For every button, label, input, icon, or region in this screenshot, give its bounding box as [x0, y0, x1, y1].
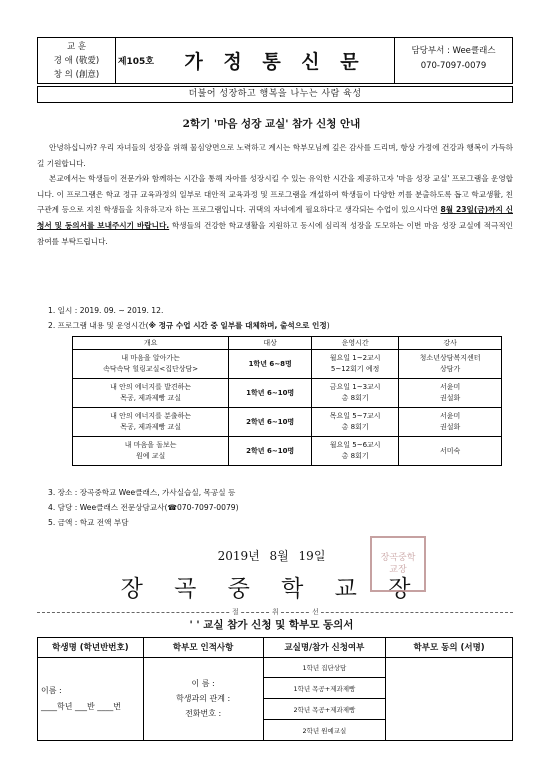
issue-date: 2019년 8월 19일 [217, 549, 326, 563]
student-name-label: 이름 : [41, 685, 62, 695]
table-row [73, 350, 502, 379]
letter-body [37, 140, 513, 249]
department-info [394, 38, 512, 83]
department-phone: 070-7097-0079 [420, 61, 487, 71]
department-name: 담당부서 : Wee클래스 [411, 46, 496, 56]
attendance-note: ※ 정규 수업 시간 중 일부를 대체하며, 출석으로 인정 [148, 321, 327, 330]
time-cell: 금요일 1~3교시 총 8회기 [312, 379, 399, 408]
parent-phone-label: 전화번호 : [185, 709, 222, 719]
overview-cell: 내 안의 에너지를 발견하는 목공, 제과제빵 교실 [73, 379, 229, 408]
column-header: 대상 [229, 337, 312, 350]
overview-cell: 내 마음을 알아가는 속닥속닥 힐링교실<집단상담> [73, 350, 229, 379]
deadline-highlight: 8월 23일(금)까지 신청서 및 동의서를 보내주시기 바랍니다. [37, 205, 513, 230]
column-header: 운영시간 [312, 337, 399, 350]
info-items-continued [48, 485, 518, 530]
student-class-label: ____학년 ___반 ____번 [41, 701, 121, 711]
parent-signature-field[interactable] [386, 657, 513, 740]
table-row [73, 437, 502, 466]
motto-line: 창 의 (創意) [53, 70, 100, 80]
item-contact: 4. 담당 : Wee클래스 전문상담교사(☎070-7097-0079) [48, 503, 239, 512]
teacher-cell: 서미숙 [399, 437, 502, 466]
target-cell: 2학년 6~10명 [229, 437, 312, 466]
parent-info-field[interactable] [143, 657, 263, 740]
cut-line-label: 절 [232, 608, 239, 616]
motto-line: 교 훈 [66, 42, 87, 52]
time-cell: 월요일 5~6교시 총 8회기 [312, 437, 399, 466]
table-row [73, 408, 502, 437]
greeting-paragraph: 안녕하십니까? 우리 자녀들의 성장을 위해 물심양면으로 노력하고 계시는 학부모님께 깊은 감사를 드리며, 항상 가정에 건강과 행복이 가득하길 기원합니다. [37, 143, 513, 168]
info-items [48, 303, 518, 333]
official-seal: 장곡중학교장 [370, 536, 426, 592]
class-option[interactable]: 2학년 목공+제과제빵 [263, 699, 386, 720]
document-title: 2학기 '마음 성장 교실' 참가 신청 안내 [182, 118, 361, 130]
table-row [73, 379, 502, 408]
target-cell: 1학년 6~10명 [229, 379, 312, 408]
parent-relation-label: 학생과의 관계 : [176, 694, 231, 704]
cut-line [37, 608, 513, 616]
student-info-field[interactable] [38, 657, 144, 740]
item-period: 1. 일시 : 2019. 09. ~ 2019. 12. [48, 306, 164, 315]
program-paragraph: 본교에서는 학생들이 전문가와 함께하는 시간을 통해 자아를 성장시킬 수 있는 유익한 시간을 제공하고자 '마음 성장 교실' 프로그램을 운영합니다. 이 프로그램은 학교 정규 교육과정의 일부로 대안적 교육과정 및 프로그램을 개설하여 학생들이 다양한 끼를 분출하도록 돕고 학교생활, 친구관계 등으로 지친 학생들을 치유하고자 하는 프로그램입니다. 귀댁의 자녀에게 필요하다고 생각되는 수업이 있으시다면 8월 23일(금)까지 신청서 및 동의서를 보내주시기 바랍니다. 학생들의 건강한 학교생활을 지원하고 동시에 심리적 성장을 도모하는 이번 마음 성장 교실에 적극적인 참여를 부탁드립니다. [37, 174, 514, 246]
teacher-cell: 서윤미 권설화 [399, 379, 502, 408]
overview-cell: 내 마음을 돌보는 원예 교실 [73, 437, 229, 466]
class-option[interactable]: 2학년 원예교실 [263, 720, 386, 741]
column-header: 강사 [399, 337, 502, 350]
item-place: 3. 장소 : 장곡중학교 Wee클래스, 가사실습실, 목공실 등 [48, 488, 236, 497]
time-cell: 목요일 5~7교시 총 8회기 [312, 408, 399, 437]
issue-number: 제105호 [117, 57, 154, 67]
newsletter-title: 가 정 통 신 문 [184, 51, 366, 73]
cut-line-label: 선 [312, 608, 319, 616]
item-cost: 5. 금액 : 학교 전액 부담 [48, 518, 129, 527]
school-motto [38, 38, 116, 83]
target-cell: 1학년 6~8명 [229, 350, 312, 379]
column-header: 개요 [73, 337, 229, 350]
form-header: 학생명 (학년반번호) [38, 638, 144, 658]
teacher-cell: 청소년상담복지센터 상담가 [399, 350, 502, 379]
program-table [72, 336, 502, 466]
cut-line-label: 취 [272, 608, 279, 616]
overview-cell: 내 안의 에너지를 분출하는 목공, 제과제빵 교실 [73, 408, 229, 437]
consent-form [37, 637, 513, 741]
time-cell: 월요일 1~2교시 5~12회기 예정 [312, 350, 399, 379]
class-option[interactable]: 1학년 목공+제과제빵 [263, 678, 386, 699]
form-header: 학부모 인적사항 [143, 638, 263, 658]
teacher-cell: 서윤미 권설화 [399, 408, 502, 437]
school-slogan: 더불어 성장하고 행복을 나누는 사람 육성 [37, 86, 513, 103]
form-header: 교실명/참가 신청여부 [263, 638, 386, 658]
motto-line: 경 애 (敬愛) [53, 56, 100, 66]
target-cell: 2학년 6~10명 [229, 408, 312, 437]
header-box [37, 37, 513, 84]
form-title: ' ' 교실 참가 신청 및 학부모 동의서 [189, 619, 354, 631]
principal-signature: 장 곡 중 학 교 장 [120, 576, 423, 602]
class-option[interactable]: 1학년 집단상담 [263, 657, 386, 678]
parent-name-label: 이 름 : [191, 679, 215, 689]
form-header: 학부모 동의 (서명) [386, 638, 513, 658]
item-program: 2. 프로그램 내용 및 운영시간(※ 정규 수업 시간 중 일부를 대체하며, 출석으로 인정) [48, 321, 330, 330]
